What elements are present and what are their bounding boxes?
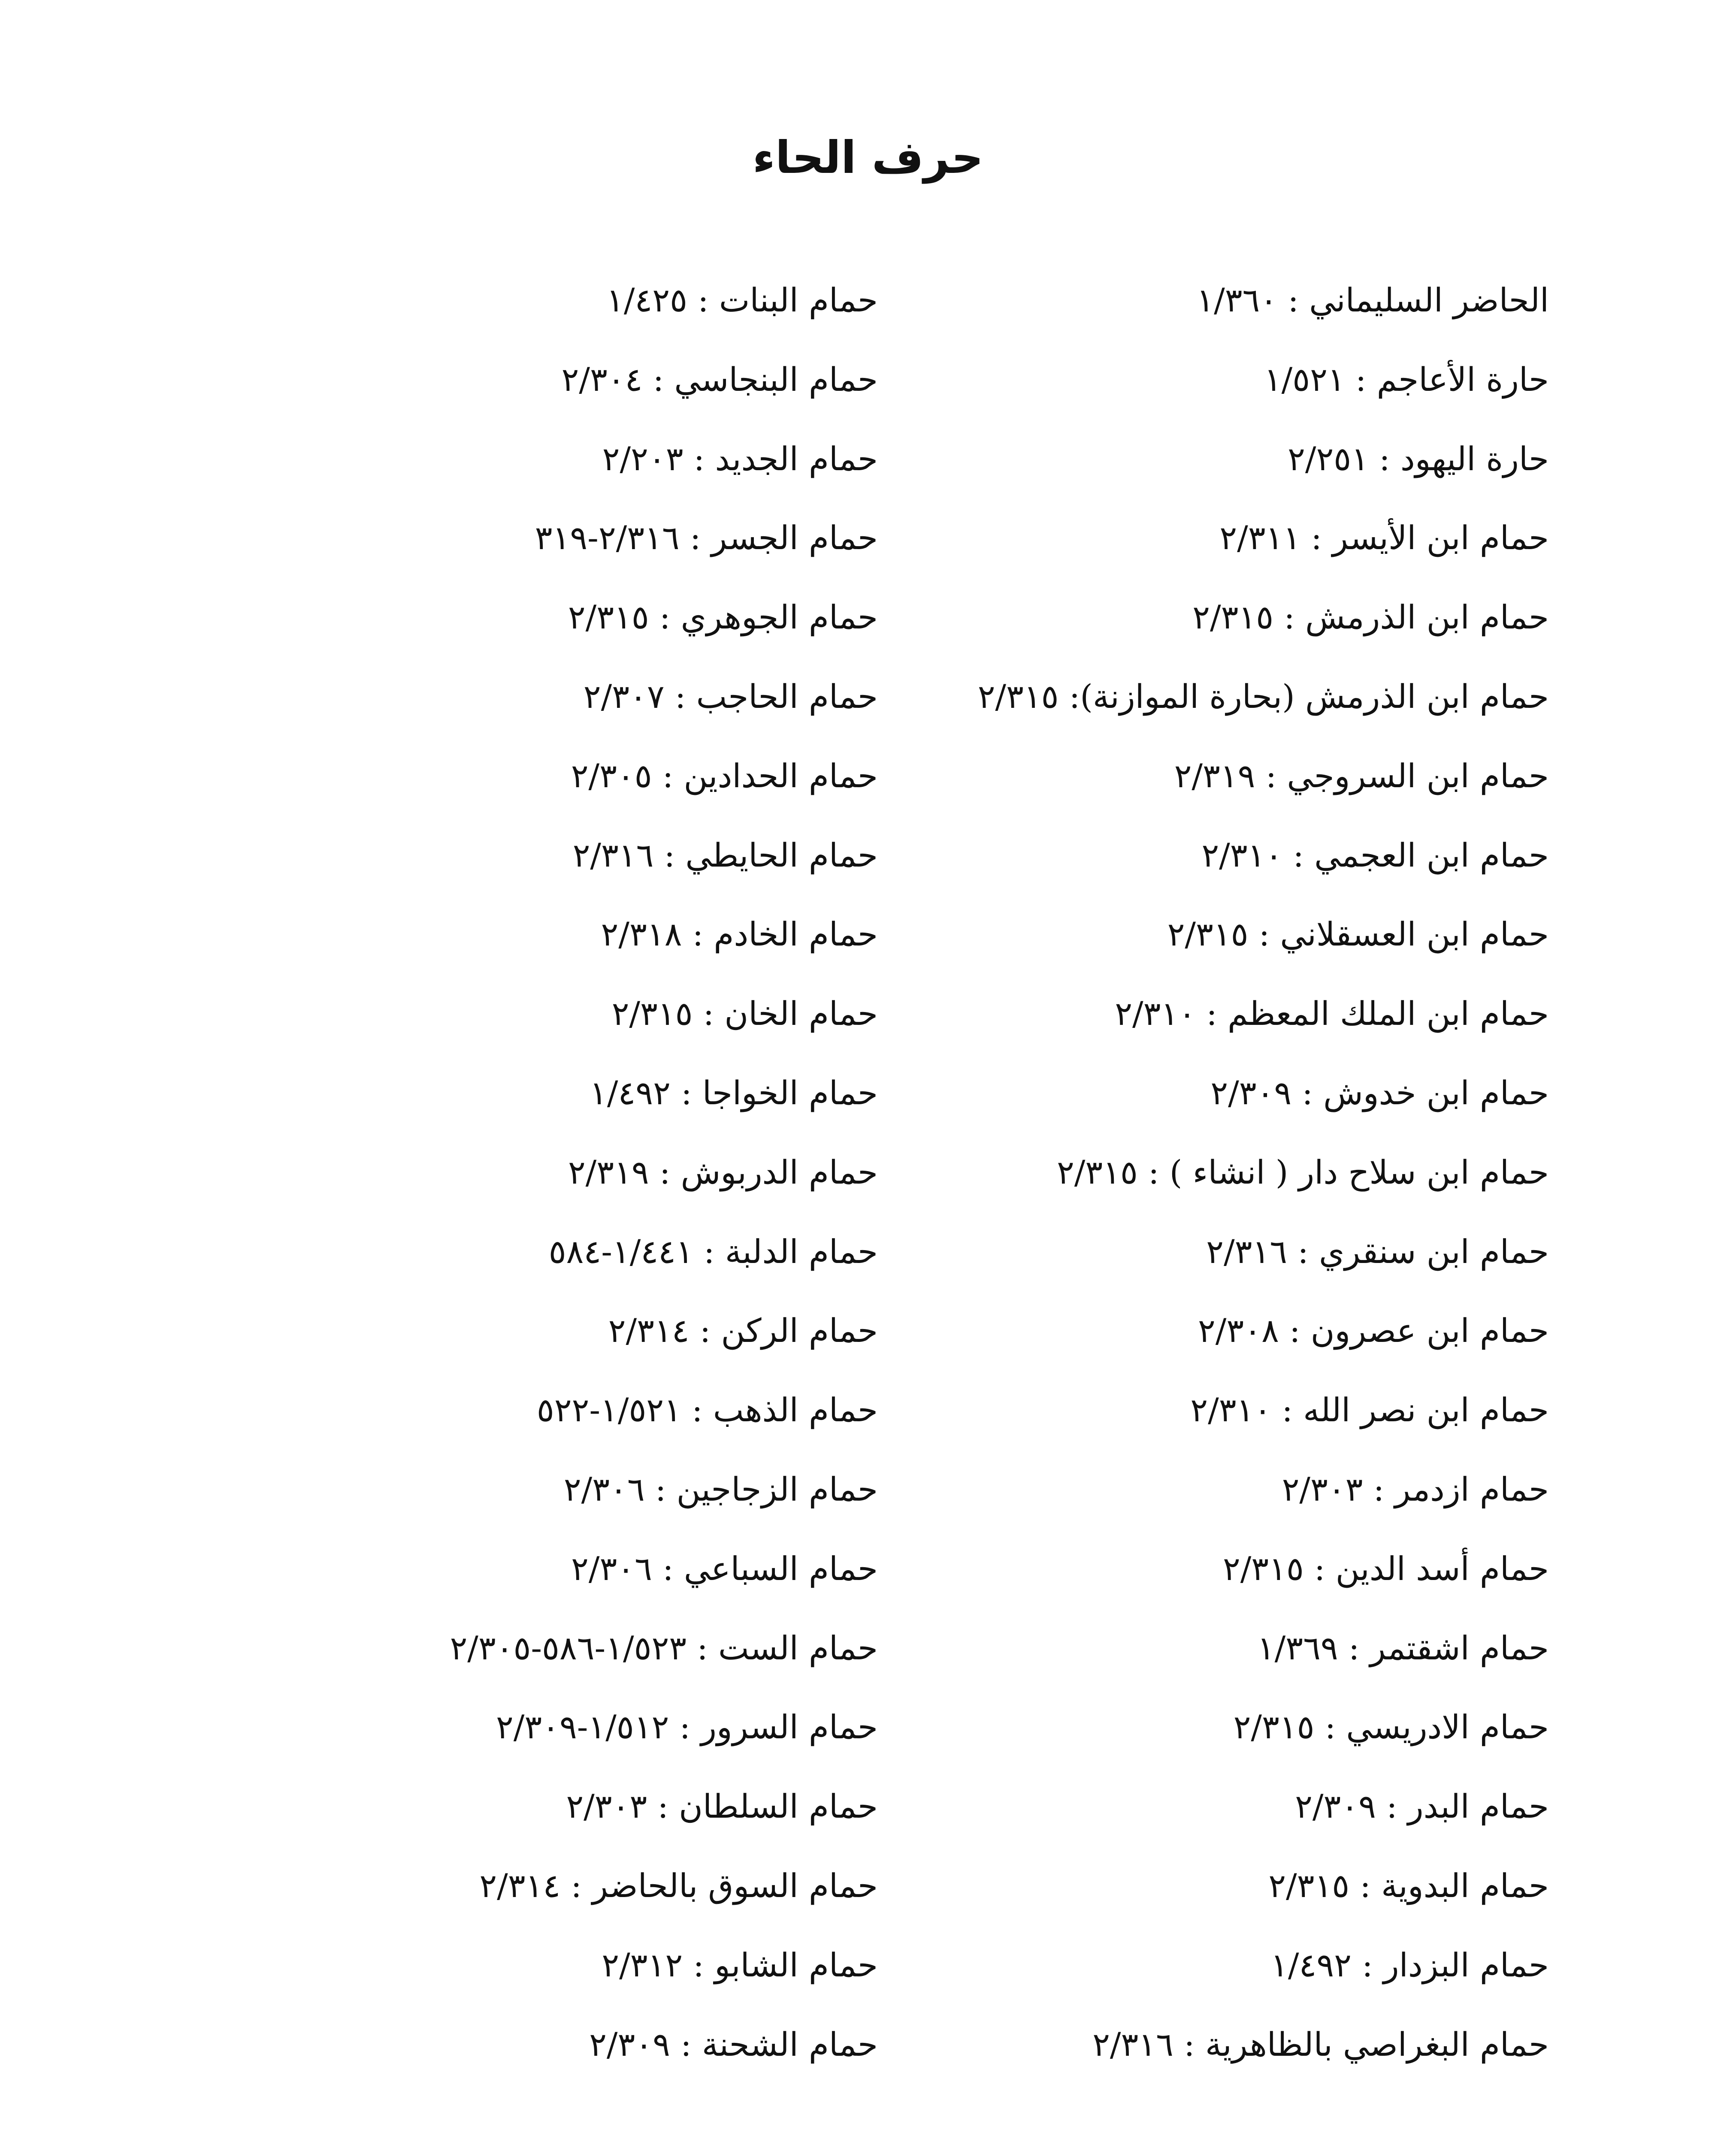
page-title: حرف الحاء: [752, 131, 984, 184]
index-entry: حمام السلطان : ٢/٣٠٣: [566, 1787, 878, 1826]
index-entry: حمام الركن : ٢/٣١٤: [608, 1311, 878, 1350]
index-entry: حمام الخواجا : ١/٤٩٢: [590, 1073, 878, 1112]
index-entry: حمام الجديد : ٢/٢٠٣: [602, 439, 878, 478]
index-entry: حمام الحدادين : ٢/٣٠٥: [571, 756, 878, 795]
index-column-right: [820, 266, 1549, 2089]
index-entry: حمام البدوية : ٢/٣١٥: [1268, 1866, 1549, 1905]
index-entry: حمام الذهب : ١/٥٢١-٥٢٢: [536, 1391, 878, 1429]
index-entry: حمام البغراصي بالظاهرية : ٢/٣١٦: [1092, 2025, 1549, 2063]
index-entry: حمام السباعي : ٢/٣٠٦: [571, 1549, 878, 1588]
index-entry: حمام ازدمر : ٢/٣٠٣: [1282, 1470, 1549, 1508]
index-entry: حمام الجوهري : ٢/٣١٥: [568, 598, 878, 637]
index-entry: حمام الحايطي : ٢/٣١٦: [572, 836, 878, 874]
index-entry: حمام ابن الذرمش (بحارة الموازنة): ٢/٣١٥: [977, 677, 1549, 716]
index-entry: حارة الأعاجم : ١/٥٢١: [1264, 360, 1549, 399]
index-entry: حمام البزدار : ١/٤٩٢: [1270, 1946, 1549, 1984]
index-entry: حمام البنات : ١/٤٢٥: [606, 281, 878, 319]
index-entry: حمام الست : ١/٥٢٣-٥٨٦-٢/٣٠٥: [450, 1628, 878, 1667]
index-entry: حمام ابن العسقلاني : ٢/٣١٥: [1167, 915, 1549, 954]
index-entry: حمام ابن سلاح دار ( انشاء ) : ٢/٣١٥: [1056, 1153, 1549, 1191]
index-entry: حمام البدر : ٢/٣٠٩: [1295, 1787, 1549, 1826]
index-entry: حمام الشحنة : ٢/٣٠٩: [589, 2025, 878, 2063]
index-entry: الحاضر السليماني : ١/٣٦٠: [1196, 281, 1549, 319]
index-entry: حمام الزجاجين : ٢/٣٠٦: [563, 1470, 878, 1508]
index-entry: حمام ابن العجمي : ٢/٣١٠: [1201, 836, 1549, 874]
index-entry: حمام ابن الأيسر : ٢/٣١١: [1219, 519, 1549, 557]
index-entry: حمام البنجاسي : ٢/٣٠٤: [561, 360, 878, 399]
index-entry: حمام الدربوش : ٢/٣١٩: [568, 1153, 878, 1191]
index-entry: حمام السوق بالحاضر : ٢/٣١٤: [479, 1866, 878, 1905]
index-entry: حمام اشقتمر : ١/٣٦٩: [1257, 1628, 1549, 1667]
index-entry: حمام ابن نصر الله : ٢/٣١٠: [1190, 1391, 1549, 1429]
index-entry: حمام الحاجب : ٢/٣٠٧: [583, 677, 878, 716]
index-entry: حارة اليهود : ٢/٢٥١: [1288, 439, 1549, 478]
index-entry: حمام ابن سنقري : ٢/٣١٦: [1206, 1232, 1549, 1271]
index-entry: حمام ابن الملك المعظم : ٢/٣١٠: [1115, 994, 1549, 1033]
index-entry: حمام الشابو : ٢/٣١٢: [602, 1946, 878, 1984]
index-entry: حمام الخان : ٢/٣١٥: [611, 994, 878, 1033]
index-entry: حمام الجسر : ٢/٣١٦-٣١٩: [535, 519, 878, 557]
index-entry: حمام الادريسي : ٢/٣١٥: [1233, 1708, 1549, 1746]
index-entry: حمام ابن عصرون : ٢/٣٠٨: [1198, 1311, 1549, 1350]
index-entry: حمام الدلبة : ١/٤٤١-٥٨٤: [548, 1232, 878, 1271]
index-entry: حمام أسد الدين : ٢/٣١٥: [1222, 1549, 1549, 1588]
index-column-left: [342, 266, 878, 2089]
index-entry: حمام ابن السروجي : ٢/٣١٩: [1174, 756, 1549, 795]
index-entry: حمام ابن الذرمش : ٢/٣١٥: [1192, 598, 1549, 637]
index-entry: حمام السرور : ١/٥١٢-٢/٣٠٩: [496, 1708, 878, 1746]
index-entry: حمام الخادم : ٢/٣١٨: [601, 915, 878, 954]
index-entry: حمام ابن خدوش : ٢/٣٠٩: [1210, 1073, 1549, 1112]
